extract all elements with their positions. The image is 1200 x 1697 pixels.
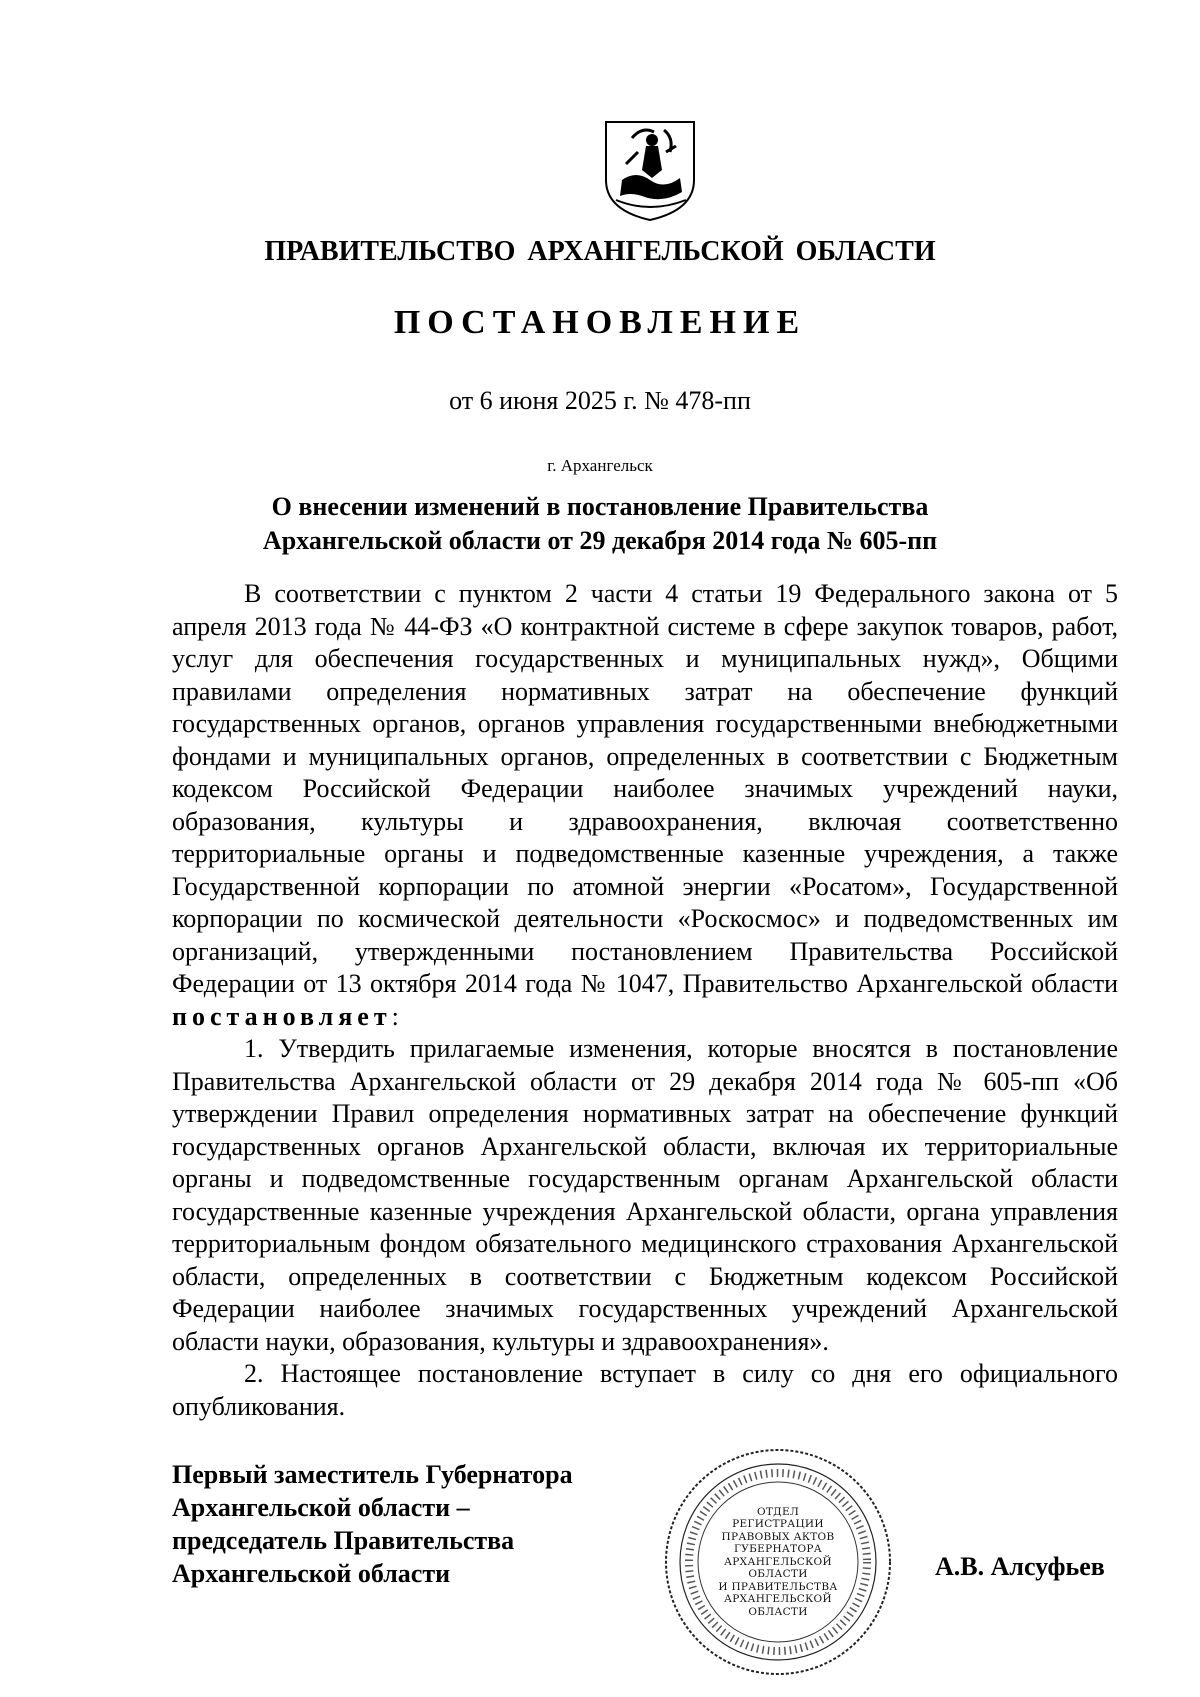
position-line: Архангельской области xyxy=(172,1559,451,1588)
signatory-position xyxy=(172,1458,632,1590)
stamp-line: ПРАВОВЫХ АКТОВ xyxy=(721,1530,835,1543)
title-line-1: О внесении изменений в постановление Правительства xyxy=(271,492,929,521)
coat-of-arms-icon xyxy=(602,118,698,224)
stamp-line: ОТДЕЛ xyxy=(756,1505,800,1518)
stamp-line: ОБЛАСТИ xyxy=(748,1605,808,1618)
position-line: Первый заместитель Губернатора xyxy=(172,1460,573,1489)
item-1-paragraph: 1. Утвердить прилагаемые изменения, которые вносятся в постановление Правительства Архангельской области от 29 декабря 2014 года № 605-пп «Об утверждении Правил определения нормативных затрат на обеспечение функций государственных органов Архангельской области, включая их территориальные органы и подведомственные государственным органам Архангельской области государственные казенные учреждения Архангельской области, органа управления территориальным фондом обязательного медицинского страхования Архангельской области, определенных в соответствии с Бюджетным кодексом Российской Федерации наиболее значимых государственных учреждений Архангельской области науки, образования, культуры и здравоохранения». xyxy=(172,1034,1118,1356)
city-label: г. Архангельск xyxy=(547,456,653,475)
preamble-paragraph xyxy=(172,578,1118,1033)
document-title xyxy=(200,490,1000,558)
title-line-2: Архангельской области от 29 декабря 2014 года № 605-пп xyxy=(262,526,938,555)
signatory-name: А.В. Алсуфьев xyxy=(935,1552,1105,1581)
preamble-text: В соответствии с пунктом 2 части 4 статьи 19 Федерального закона от 5 апреля 2013 года № 44-ФЗ «О контрактной системе в сфере закупок товаров, работ, услуг для обеспечения государственных и муниципальных нужд», Общими правилами определения нормативных затрат на обеспечение функций государственных органов, органов управления государственными внебюджетными фондами и муниципальных органов, определенных в соответствии с Бюджетным кодексом Российской Федерации наиболее значимых учреждений науки, образования, культуры и здравоохранения, включая соответственно территориальные органы и подведомственные казенные учреждения, а также Государственной корпорации по атомной энергии «Росатом», Государственной корпорации по космической деятельности «Роскосмос» и подведомственных им организаций, утвержденными постановлением Правительства Российской Федерации от 13 октября 2014 года № 1047, Правительство Архангельской области xyxy=(172,579,1118,998)
document-type-heading: ПОСТАНОВЛЕНИЕ xyxy=(393,304,807,341)
stamp-line: ОБЛАСТИ xyxy=(748,1568,808,1581)
decree-word: постановляет xyxy=(172,1001,392,1031)
organization-heading: ПРАВИТЕЛЬСТВО АРХАНГЕЛЬСКОЙ ОБЛАСТИ xyxy=(264,236,936,267)
stamp-line: ГУБЕРНАТОРА xyxy=(733,1543,823,1556)
document-date-number: от 6 июня 2025 г. № 478-пп xyxy=(449,386,751,415)
stamp-line: АРХАНГЕЛЬСКОЙ xyxy=(724,1555,832,1568)
item-2-paragraph: 2. Настоящее постановление вступает в силу со дня его официального опубликования. xyxy=(172,1359,1118,1421)
stamp-line: И ПРАВИТЕЛЬСТВА xyxy=(718,1580,838,1593)
stamp-line: АРХАНГЕЛЬСКОЙ xyxy=(724,1593,832,1606)
document-body xyxy=(172,578,1118,1423)
stamp-line: РЕГИСТРАЦИИ xyxy=(732,1518,824,1531)
position-line: Архангельской области – xyxy=(172,1493,470,1522)
official-stamp xyxy=(660,1444,896,1680)
position-line: председатель Правительства xyxy=(172,1526,515,1555)
decree-colon: : xyxy=(391,1001,399,1031)
stamp-text-block xyxy=(660,1444,896,1680)
